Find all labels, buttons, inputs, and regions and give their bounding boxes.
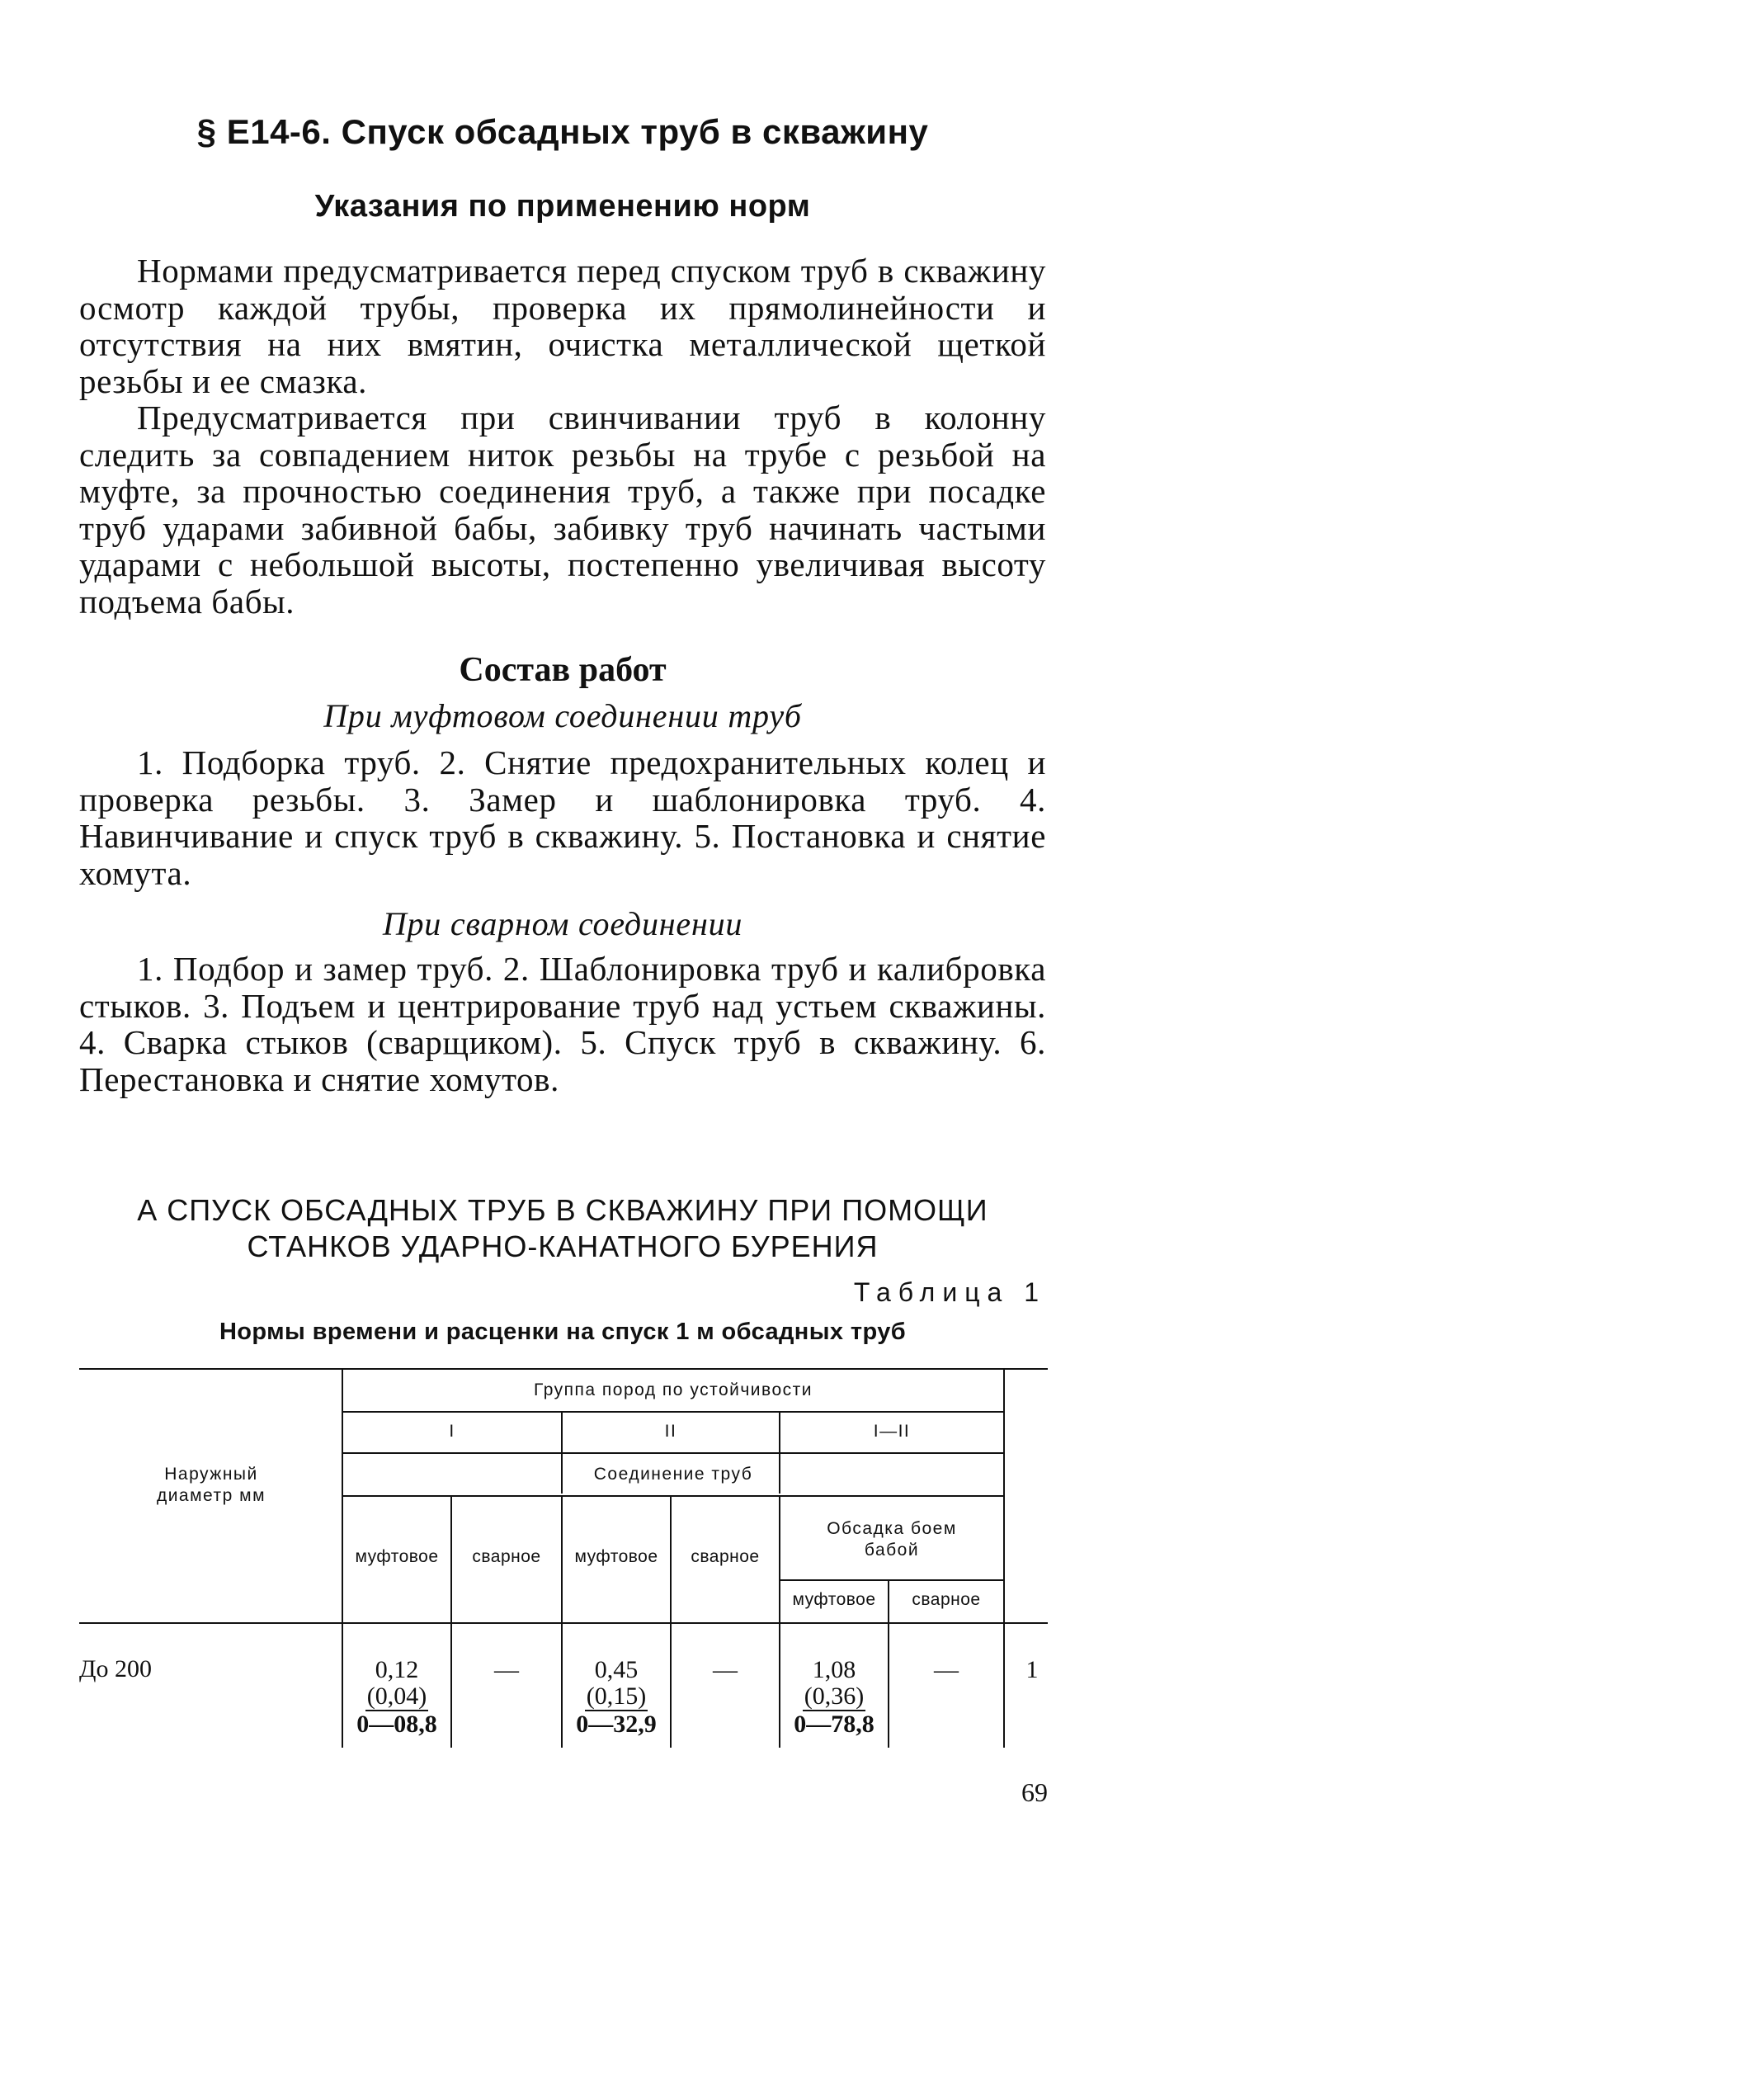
coupling-text: 1. Подборка труб. 2. Снятие предохранительных колец и проверка резьбы. 3. Замер и шаблонировка труб. 4. Навинчивание и спуск труб в скважину. 5. Постановка и снятие хомута. [79,743,1046,892]
welded-header: сварное [691,1547,760,1566]
table-col-rule [1003,1368,1005,1748]
norms-subtitle: Указания по применению норм [314,189,811,224]
time-norm: 1,08 [812,1656,856,1683]
time-note: (0,36) [804,1682,865,1710]
work-heading: Состав работ [459,651,667,689]
dash: — [934,1656,959,1683]
work-section [79,649,1046,1097]
welded-heading: При сварном соединении [382,905,743,942]
time-norm: 0,45 [594,1656,639,1683]
time-norm: 0,12 [375,1656,419,1683]
table-col-rule [670,1495,672,1748]
welded-text: 1. Подбор и замер труб. 2. Шаблонировка труб и калибровка стыков. 3. Подъем и центрирование труб над устьем скважины. 4. Сварка стыков (сварщиком). 5. Спуск труб в скважину. 6. Перестановка и снятие хомутов. [79,950,1046,1098]
col-diameter-header: Наружный диаметр мм [156,1465,266,1505]
row-index: 1 [1025,1656,1039,1683]
group-ii-header: II [664,1422,677,1441]
table-col-rule [450,1495,452,1748]
welded-header: сварное [472,1547,541,1566]
table-rule [342,1495,1003,1497]
intro-text [79,252,1046,620]
section-title: § Е14-6. Спуск обсадных труб в скважину [196,112,929,151]
price: 0—32,9 [576,1711,657,1738]
coupling-heading: При муфтовом соединении труб [323,697,802,734]
row-label: До 200 [79,1655,152,1682]
group-i-ii-header: I—II [873,1422,911,1441]
table-rule [342,1411,1003,1413]
table-cell [343,1657,450,1738]
table-label: Таблица 1 [853,1277,1046,1307]
driving-header: Обсадка боем бабой [827,1519,957,1560]
table-header-rule [79,1622,1048,1624]
coupling-header: муфтовое [355,1547,439,1566]
table-rule [342,1452,1003,1454]
welded-header: сварное [912,1590,981,1609]
section-a-line1: А СПУСК ОБСАДНЫХ ТРУБ В СКВАЖИНУ ПРИ ПОМОЩИ [137,1193,988,1227]
time-note: (0,15) [586,1682,647,1710]
intro-paragraph: Предусматривается при свинчивании труб в колонну следить за совпадением ниток резьбы на трубе с резьбой на муфте, за прочностью соединения труб, а также при посадке труб ударами забивной бабы, забивку труб начинать частыми ударами с небольшой высоты, постепенно увеличивая высоту подъема бабы. [79,399,1046,621]
table-caption: Нормы времени и расценки на спуск 1 м обсадных труб [219,1319,907,1345]
intro-paragraph: Нормами предусматривается перед спуском труб в скважину осмотр каждой трубы, проверка их прямолинейности и отсутствия на них вмятин, очистка металлической щеткой резьбы и ее смазка. [79,252,1046,400]
table-rule [779,1579,1003,1581]
time-note: (0,04) [366,1682,427,1710]
group-header: Группа пород по устойчивости [534,1380,813,1399]
price: 0—78,8 [794,1711,874,1738]
dash: — [494,1656,519,1683]
dash: — [713,1656,738,1683]
page-number: 69 [1021,1777,1048,1807]
table-cell [780,1657,888,1738]
price: 0—08,8 [356,1711,437,1738]
norms-table [79,1368,1048,1748]
connection-header: Соединение труб [593,1465,753,1484]
section-a-line2: СТАНКОВ УДАРНО-КАНАТНОГО БУРЕНИЯ [247,1229,879,1263]
table-cell [672,1657,779,1683]
coupling-header: муфтовое [574,1547,658,1566]
table-cell [889,1657,1003,1683]
section-a-heading [79,1192,1046,1265]
table-cell [452,1657,561,1683]
table-top-rule [79,1368,1048,1370]
group-i-header: I [449,1422,455,1441]
table-cell [563,1657,670,1738]
coupling-header: муфтовое [792,1590,876,1609]
